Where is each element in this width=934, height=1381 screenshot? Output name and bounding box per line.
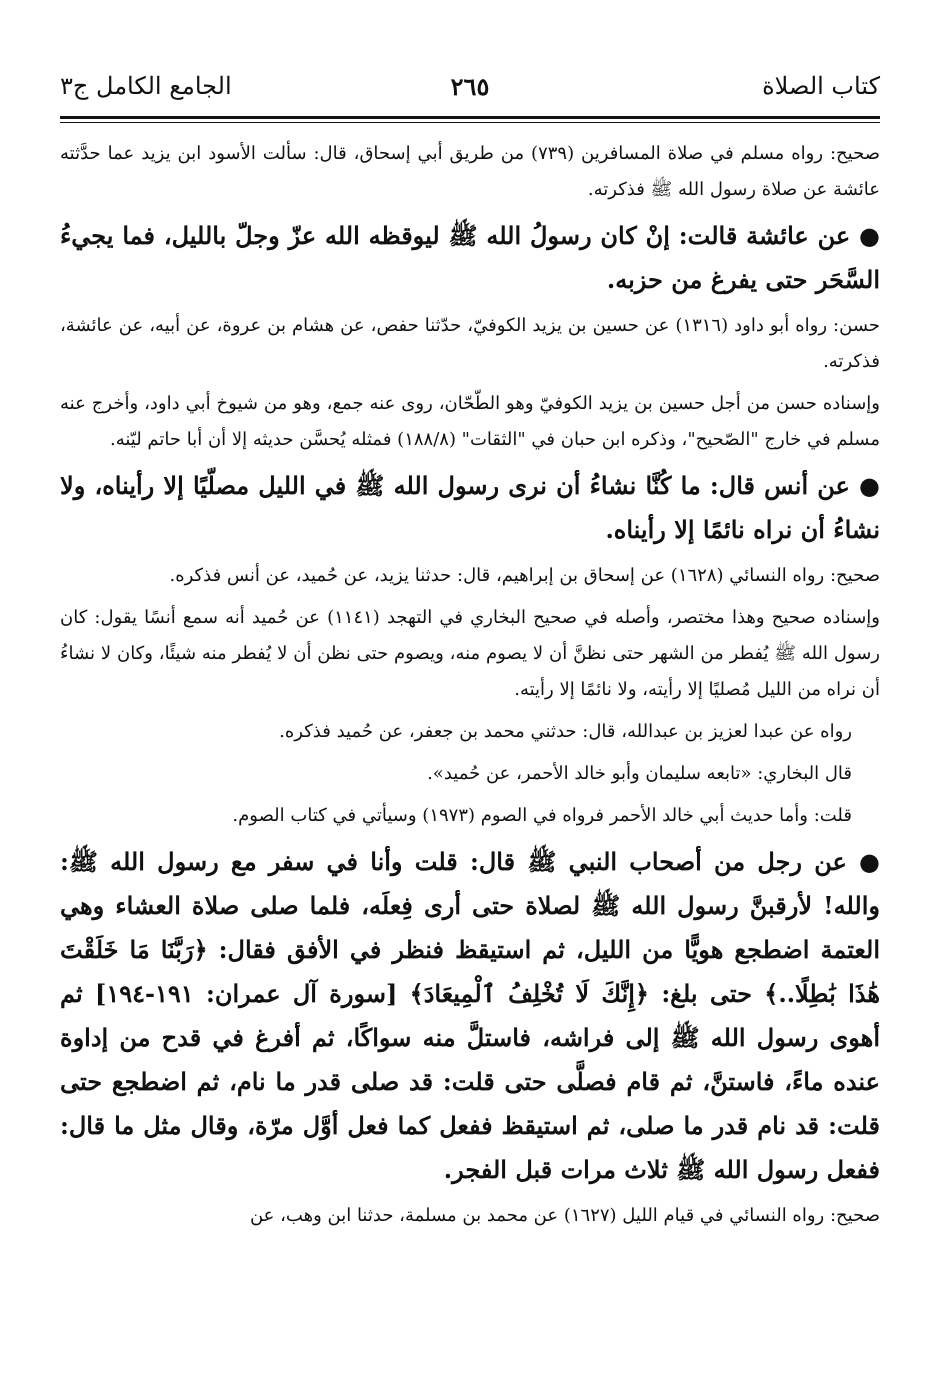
commentary-paragraph: قال البخاري: «تابعه سليمان وأبو خالد الأحمر، عن حُميد».: [427, 763, 852, 784]
header-rule-thick: [60, 116, 880, 119]
hadith-paragraph: ● عن عائشة قالت: إنْ كان رسولُ الله ﷺ ليوقظه الله عزّ وجلّ بالليل، فما يجيءُ السَّحَر حتى يفرغ من حزبه.: [60, 221, 880, 294]
volume-title: الجامع الكامل ج٣: [60, 72, 232, 100]
commentary-paragraph: وإسناده حسن من أجل حسين بن يزيد الكوفيّ وهو الطّحّان، روى عنه جمع، وهو من شيوخ أبي داود، وأخرج عنه مسلم في خارج "الصّحيح"، وذكره ابن حبان في "الثقات" (١٨٨/٨) فمثله يُحسَّن حديثه إلا أن أبا حاتم ليّنه.: [60, 393, 880, 450]
source-paragraph: حسن: رواه أبو داود (١٣١٦) عن حسين بن يزيد الكوفيّ، حدّثنا حفص، عن هشام بن عروة، عن أبيه، عن عائشة، فذكرته.: [60, 315, 880, 372]
hadith-paragraph: ● عن رجل من أصحاب النبي ﷺ قال: قلت وأنا في سفر مع رسول الله ﷺ: والله! لأرقبنَّ رسول الله ﷺ لصلاة حتى أرى فِعلَه، فلما صلى صلاة العشاء وهي العتمة اضطجع هويًّا من الليل، ثم استيقظ فنظر في الأفق فقال: ﴿رَبَّنَا مَا خَلَقْتَ هَٰذَا بَٰطِلًا..﴾ حتى بلغ: ﴿إِنَّكَ لَا تُخْلِفُ ٱلْمِيعَادَ﴾ [سورة آل عمران: ١٩١-١٩٤] ثم أهوى رسول الله ﷺ إلى فراشه، فاستلَّ منه سواكًا، ثم أفرغ في قدح من إداوة عنده ماءً، فاستنَّ، ثم قام فصلَّى حتى قلت: قد صلى قدر ما نام، ثم اضطجع حتى قلت: قد نام قدر ما صلى، ثم استيقظ ففعل كما فعل أوَّل مرّة، وقال مثل ما قال: ففعل رسول الله ﷺ ثلاث مرات قبل الفجر.: [60, 847, 880, 1184]
header-rule-thin: [60, 122, 880, 123]
page-body: [60, 136, 880, 1240]
page-number: ٢٦٥: [450, 72, 490, 101]
book-title: كتاب الصلاة: [762, 72, 880, 100]
source-paragraph: صحيح: رواه مسلم في صلاة المسافرين (٧٣٩) من طريق أبي إسحاق، قال: سألت الأسود ابن يزيد عما حدَّثته عائشة عن صلاة رسول الله ﷺ فذكرته.: [60, 143, 880, 200]
commentary-paragraph: وإسناده صحيح وهذا مختصر، وأصله في صحيح البخاري في التهجد (١١٤١) عن حُميد أنه سمع أنسًا يقول: كان رسول الله ﷺ يُفطر من الشهر حتى نظنَّ أن لا يصوم منه، ويصوم حتى نظن أن لا يُفطر منه شيئًا، وكان لا نشاءُ أن نراه من الليل مُصليًا إلا رأيته، ولا نائمًا إلا رأيته.: [60, 607, 880, 700]
commentary-paragraph: قلت: وأما حديث أبي خالد الأحمر فرواه في الصوم (١٩٧٣) وسيأتي في كتاب الصوم.: [232, 805, 852, 826]
source-paragraph: صحيح: رواه النسائي (١٦٢٨) عن إسحاق بن إبراهيم، قال: حدثنا يزيد، عن حُميد، عن أنس فذكره.: [169, 565, 880, 586]
source-paragraph: صحيح: رواه النسائي في قيام الليل (١٦٢٧) عن محمد بن مسلمة، حدثنا ابن وهب، عن: [249, 1205, 880, 1226]
hadith-paragraph: ● عن أنس قال: ما كُنَّا نشاءُ أن نرى رسول الله ﷺ في الليل مصلّيًا إلا رأيناه، ولا نشاءُ أن نراه نائمًا إلا رأيناه.: [60, 471, 880, 544]
page-header: [60, 72, 880, 106]
commentary-paragraph: رواه عن عبدا لعزيز بن عبدالله، قال: حدثني محمد بن جعفر، عن حُميد فذكره.: [279, 721, 852, 742]
